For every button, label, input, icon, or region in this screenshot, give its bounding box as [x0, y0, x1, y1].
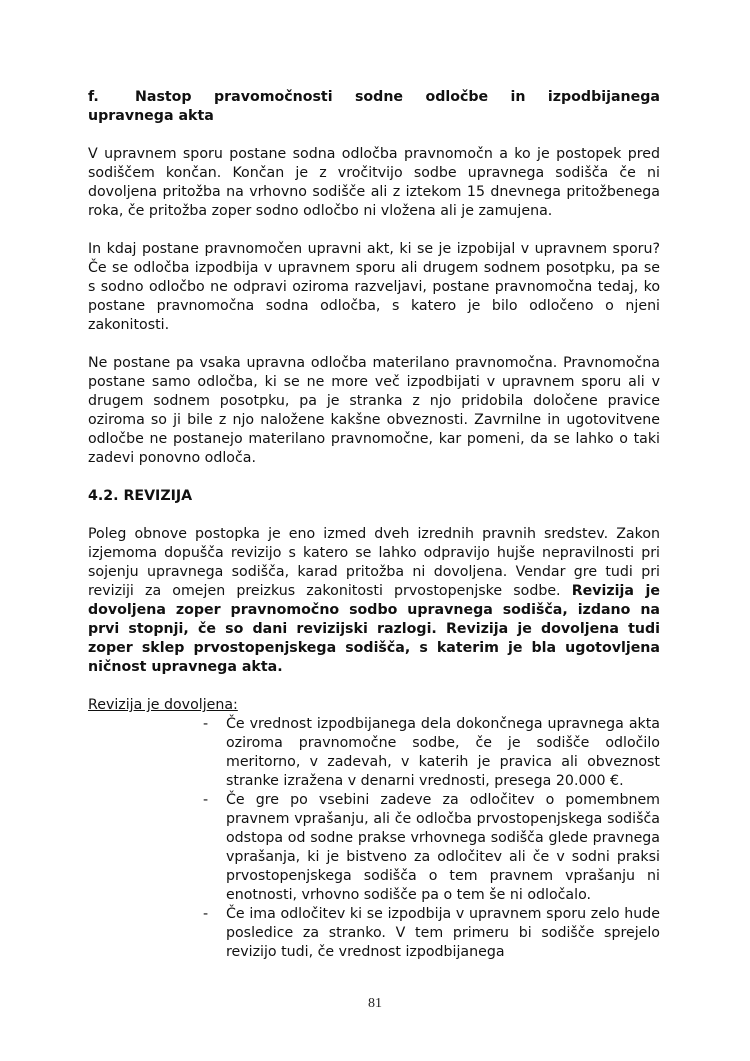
paragraph-3: Ne postane pa vsaka upravna odločba materilano pravnomočna. Pravnomočna postane samo odločba, ki se ne more več izpodbijati v upravnem sporu ali v drugem sodnem posotpku, pa je stranka z njo pridobila določene pravice oziroma so ji bile z njo naložene kakšne obveznosti. Zavrnilne in ugotovitvene odločbe ne postanejo materilano pravnomočne, kar pomeni, da se lahko o taki zadevi ponovno odloča. — [88, 355, 660, 466]
heading-text: Nastop pravomočnosti sodne odločbe in izpodbijanega — [135, 89, 660, 105]
list-item — [88, 715, 660, 791]
conditions-list — [88, 715, 660, 962]
section-title: 4.2. REVIZIJA — [88, 488, 193, 504]
list-item-text: Če gre po vsebini zadeve za odločitev o pomembnem pravnem vprašanju, ali če odločba prvostopenjskega sodišča odstopa od sodne prakse vrhovnega sodišča glede pravnega vprašanja, ki je bistveno za odločitev ali če v sodni praksi prvostopenjskega sodišča o tem pravnem vprašanju ni enotnosti, vrhovno sodišče pa o tem še ni odločalo. — [226, 792, 660, 903]
list-item — [88, 791, 660, 905]
document-page — [88, 88, 660, 962]
heading-letter: f. — [88, 89, 99, 105]
heading-line-1 — [88, 88, 660, 107]
paragraph-2: In kdaj postane pravnomočen upravni akt, ki se je izpobijal v upravnem sporu? Če se odločba izpodbija v upravnem sporu ali drugem sodnem posotpku, pa se s sodno odločbo ne odpravi oziroma razveljavi, postane pravnomočna tedaj, ko postane pravnomočna sodna odločba, s katero je bilo odločeno o njeni zakonitosti. — [88, 241, 660, 333]
dash-bullet-icon: - — [203, 716, 209, 732]
section-intro-plain: Poleg obnove postopka je eno izmed dveh izrednih pravnih sredstev. Zakon izjemoma dopušča revizijo s katero se lahko odpravijo hujše nepravilnosti pri sojenju upravnega sodišča, karad pritožba ni dovoljena. Vendar gre tudi pri reviziji za omejen preizkus zakonitosti prvostopenjske sodbe. — [88, 526, 660, 599]
section-intro — [88, 525, 660, 677]
paragraph-1: V upravnem sporu postane sodna odločba pravnomočn a ko je postopek pred sodiščem končan. Končan je z vročitvijo sodbe upravnega sodišča če ni dovoljena pritožba na vrhovno sodišče ali z iztekom 15 dnevnega pritožbenega roka, če pritožba zoper sodno odločbo ni vložena ali je zamujena. — [88, 146, 660, 219]
dash-bullet-icon: - — [203, 792, 209, 808]
dash-bullet-icon: - — [203, 906, 209, 922]
list-item-text: Če ima odločitev ki se izpodbija v upravnem sporu zelo hude posledice za stranko. V tem primeru bi sodišče sprejelo revizijo tudi, če vrednost izpodbijanega — [226, 906, 660, 960]
list-item — [88, 905, 660, 962]
list-item-text: Če vrednost izpodbijanega dela dokončnega upravnega akta oziroma pravnomočne sodbe, če je sodišče odločilo meritorno, v zadevah, v katerih je pravica ali obveznost stranke izražena v denarni vrednosti, presega 20.000 €. — [226, 716, 660, 789]
heading-line-2: upravnega akta — [88, 108, 214, 124]
page-number: 81 — [368, 996, 382, 1011]
section-intro-bold: Revizija je dovoljena zoper pravnomočno sodbo upravnega sodišča, izdano na prvi stopnji, če so dani revizijski razlogi. Revizija je dovoljena tudi zoper sklep prvostopenjskega sodišča, s katerim je bla ugotovljena ničnost upravnega akta. — [88, 583, 660, 675]
subsection-heading — [88, 88, 660, 126]
list-title: Revizija je dovoljena: — [88, 697, 238, 713]
